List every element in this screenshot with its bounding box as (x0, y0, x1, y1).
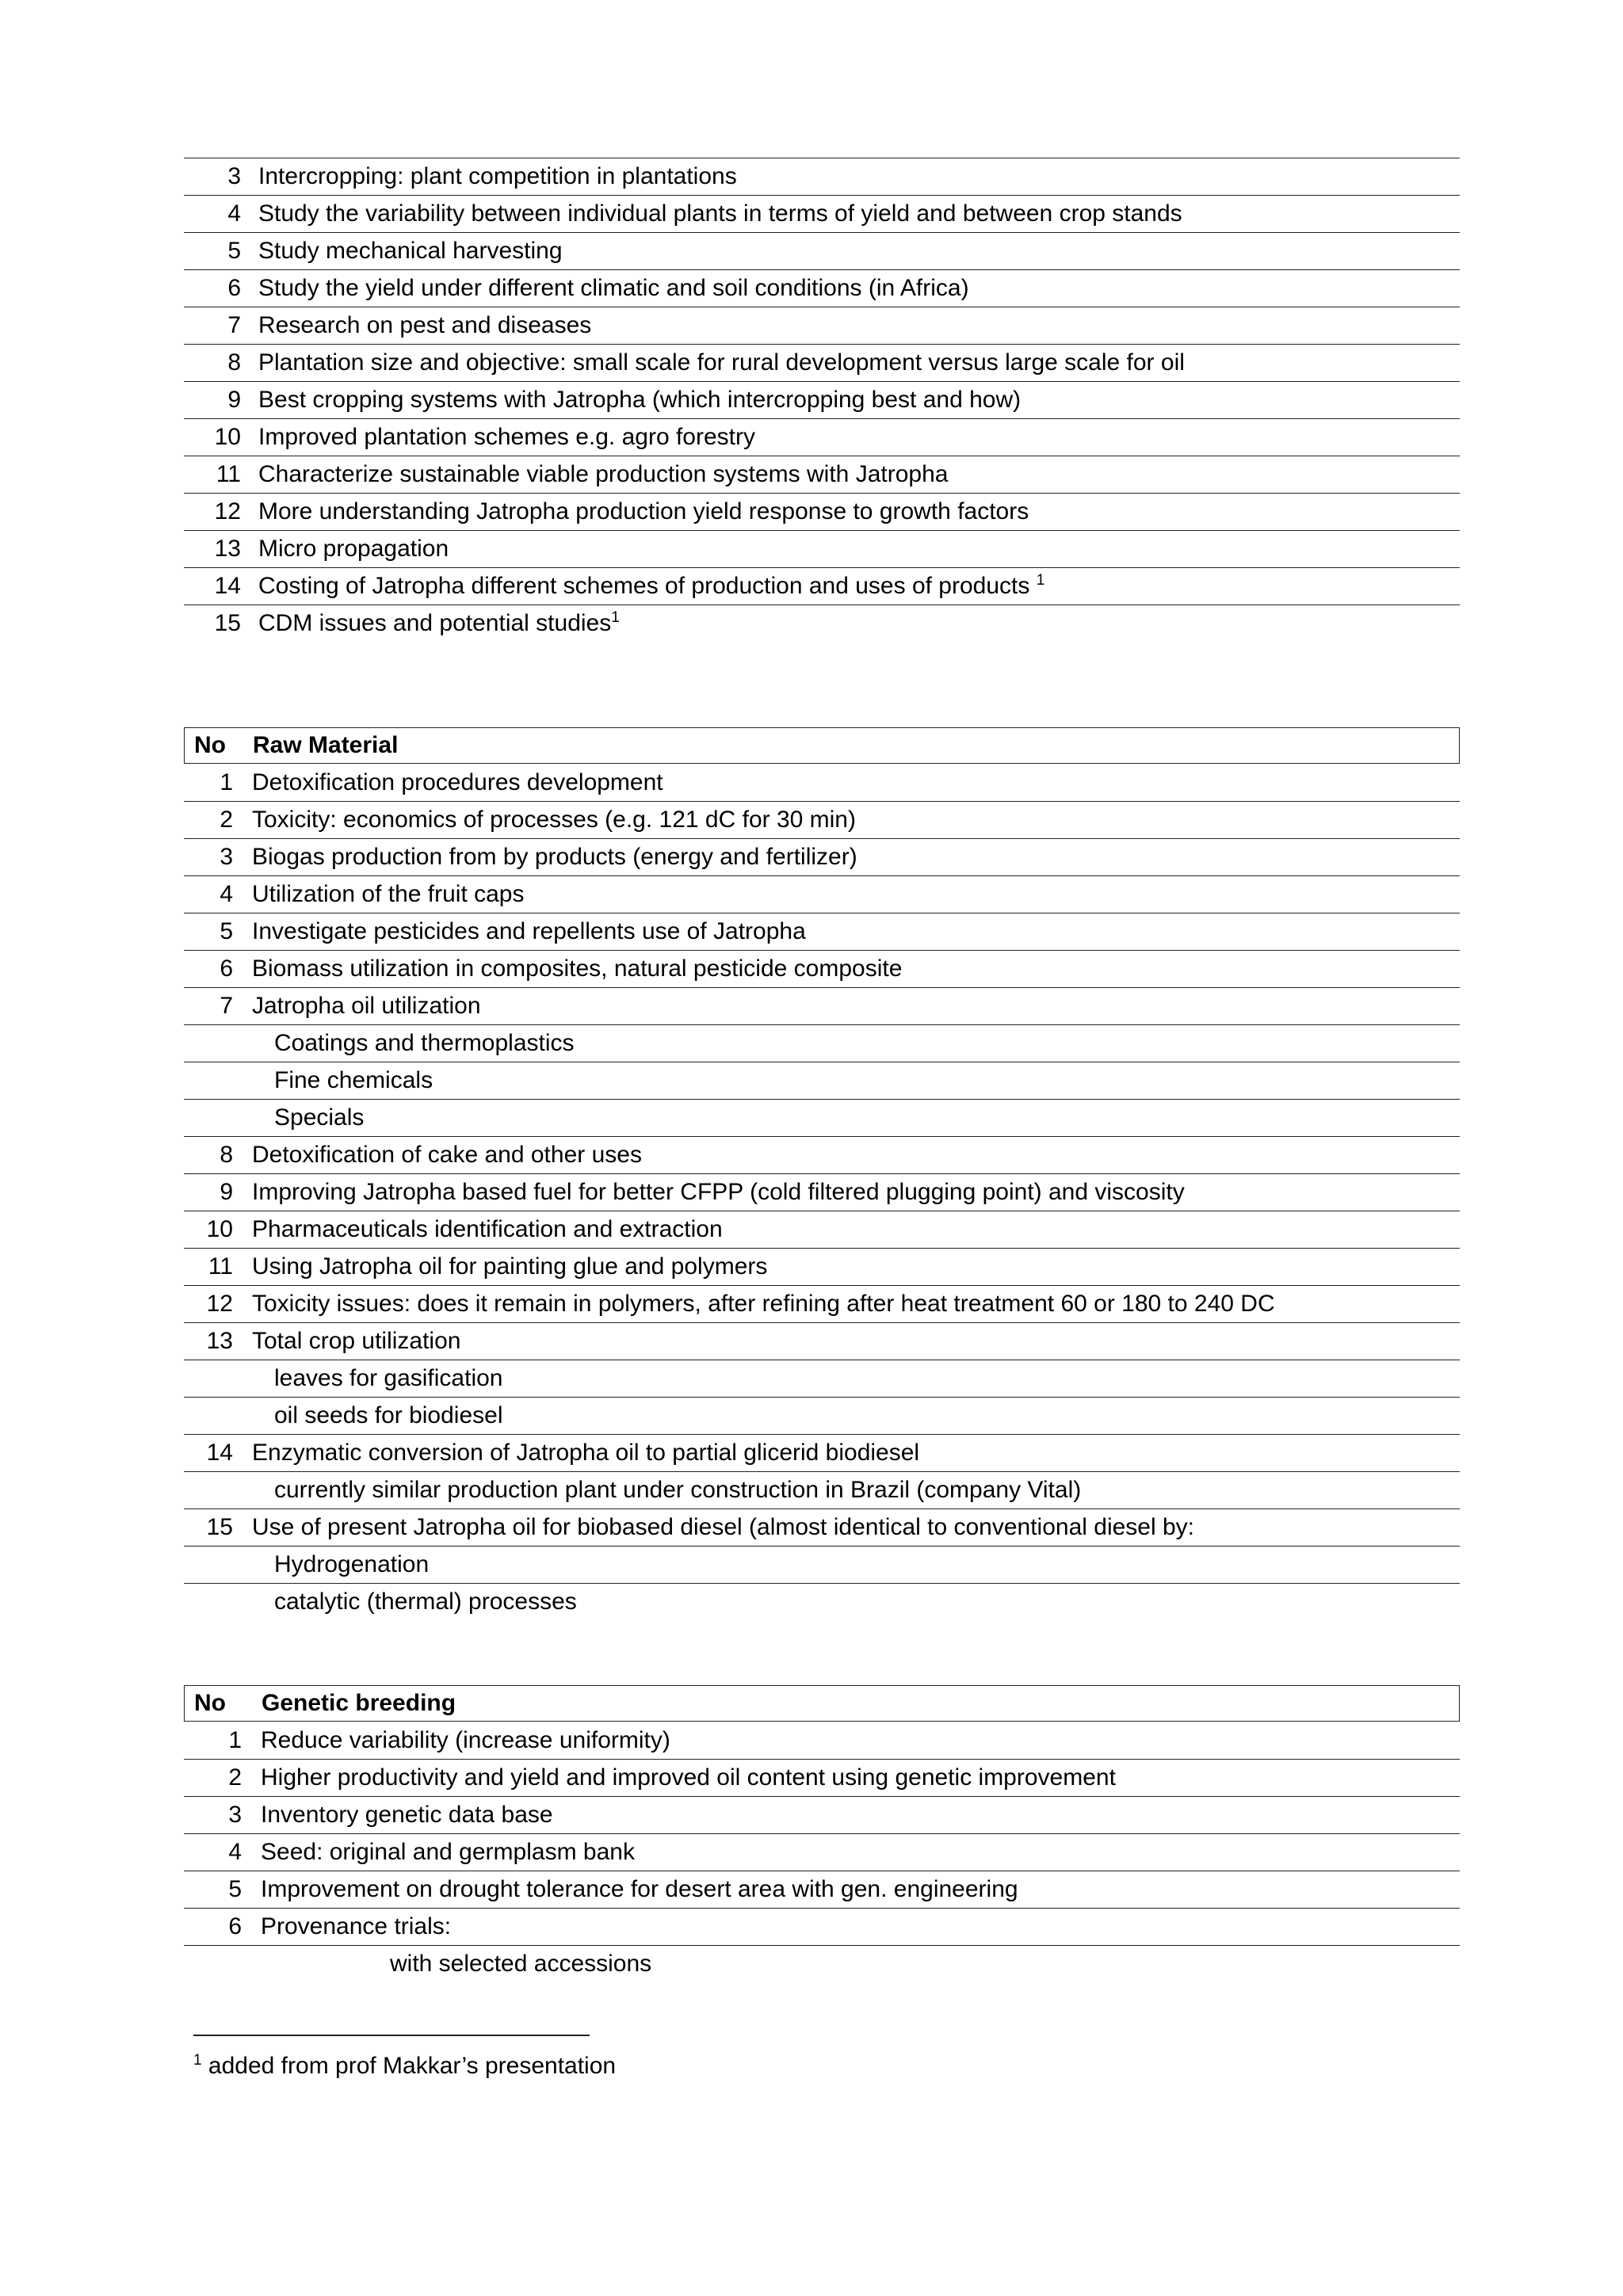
table-row (184, 1249, 1460, 1286)
row-text (252, 765, 663, 801)
row-number: 13 (214, 536, 241, 562)
header-title: Genetic breeding (262, 1690, 456, 1716)
row-text (258, 307, 591, 344)
row-text (252, 876, 525, 913)
table-row (184, 839, 1460, 876)
row-text-content: Fine chemicals (274, 1067, 433, 1093)
row-text-content: Coatings and thermoplastics (274, 1030, 575, 1056)
table-row (184, 494, 1460, 531)
row-text (274, 1472, 1081, 1508)
table-row (184, 913, 1460, 951)
table-row (184, 1760, 1460, 1797)
row-text-content: Improved plantation schemes e.g. agro forestry (258, 424, 755, 450)
row-text (258, 158, 737, 195)
row-text (258, 233, 563, 269)
footnote-ref: 1 (1036, 572, 1045, 589)
footnote-text: added from prof Makkar’s presentation (208, 2053, 617, 2079)
footnote-mark: 1 (193, 2052, 202, 2069)
row-text-content: Jatropha oil utilization (252, 993, 481, 1019)
row-text-content: Characterize sustainable viable production systems with Jatropha (258, 461, 949, 487)
table-row (184, 233, 1460, 270)
row-text (252, 913, 806, 950)
row-text (252, 1435, 919, 1471)
row-text-content: Specials (274, 1104, 365, 1131)
table-row (184, 1435, 1460, 1472)
table-row (184, 1025, 1460, 1062)
row-text-content: CDM issues and potential studies (258, 610, 612, 636)
row-number: 11 (216, 461, 241, 487)
row-text (261, 1760, 1116, 1796)
row-number: 14 (214, 573, 241, 599)
row-text-content: Research on pest and diseases (258, 312, 592, 338)
table-row (184, 1398, 1460, 1435)
row-number: 6 (228, 1913, 242, 1939)
row-number: 7 (220, 993, 233, 1019)
row-text-content: Detoxification of cake and other uses (252, 1142, 642, 1168)
row-text (274, 1547, 429, 1583)
row-text-content: Micro propagation (258, 536, 449, 562)
row-text (252, 1249, 767, 1285)
table-row (184, 531, 1460, 568)
table-row (184, 1946, 1460, 1982)
table-row (184, 382, 1460, 419)
row-text-content: Toxicity issues: does it remain in polymers, after refining after heat treatment 60 or 180 to 240 DC (252, 1291, 1275, 1317)
row-text (258, 531, 449, 567)
row-text (252, 802, 856, 838)
row-number: 12 (206, 1291, 233, 1317)
row-text (274, 1062, 433, 1099)
row-text-content: Best cropping systems with Jatropha (which intercropping best and how) (258, 387, 1022, 413)
row-text-content: Improvement on drought tolerance for desert area with gen. engineering (261, 1876, 1018, 1902)
row-number: 6 (227, 275, 241, 301)
row-text (390, 1946, 651, 1982)
row-text-content: leaves for gasification (274, 1365, 503, 1391)
table-row (184, 1286, 1460, 1323)
row-text (261, 1797, 553, 1833)
row-text (258, 605, 620, 642)
row-text (252, 1509, 1194, 1546)
row-text (252, 839, 857, 875)
row-number: 5 (227, 238, 241, 264)
table-row (184, 1834, 1460, 1871)
row-text-content: Biomass utilization in composites, natural pesticide composite (252, 955, 903, 982)
header-no: No (194, 732, 226, 758)
row-text (274, 1025, 575, 1062)
row-text-content: Reduce variability (increase uniformity) (261, 1727, 670, 1753)
row-text-content: Toxicity: economics of processes (e.g. 121 dC for 30 min) (252, 807, 856, 833)
table-row (184, 1323, 1460, 1360)
row-text-content: Higher productivity and yield and improved oil content using genetic improvement (261, 1764, 1116, 1791)
row-text-content: Utilization of the fruit caps (252, 881, 525, 907)
row-number: 15 (214, 610, 241, 636)
row-text-content: Study mechanical harvesting (258, 238, 563, 264)
row-text (261, 1722, 670, 1759)
footnote-separator (193, 2035, 590, 2036)
row-number: 1 (220, 769, 233, 795)
row-text (274, 1360, 503, 1397)
row-number: 12 (214, 498, 241, 524)
table-row (184, 1360, 1460, 1398)
row-text-content: Plantation size and objective: small scale for rural development versus large scale for oil (258, 349, 1185, 376)
row-text (252, 951, 902, 987)
table-row (184, 802, 1460, 839)
row-text-content: Biogas production from by products (energy and fertilizer) (252, 844, 857, 870)
genetic-breeding-header (184, 1685, 1460, 1722)
row-text-content: with selected accessions (390, 1951, 652, 1977)
row-number: 3 (228, 1802, 242, 1828)
row-number: 13 (206, 1328, 233, 1354)
table-row (184, 345, 1460, 382)
row-text (258, 494, 1029, 530)
table-row (184, 876, 1460, 913)
table-row (184, 1062, 1460, 1100)
row-text (252, 1286, 1275, 1322)
table-row (184, 1722, 1460, 1760)
table-row (184, 605, 1460, 642)
row-text (252, 1211, 723, 1248)
row-text-content: currently similar production plant under construction in Brazil (company Vital) (274, 1477, 1082, 1503)
row-text-content: Costing of Jatropha different schemes of production and uses of products (258, 573, 1037, 599)
row-number: 2 (228, 1764, 242, 1791)
footnote-ref: 1 (611, 609, 620, 626)
row-number: 8 (220, 1142, 233, 1168)
row-text-content: oil seeds for biodiesel (274, 1402, 503, 1428)
row-number: 5 (220, 918, 233, 944)
table-row (184, 1909, 1460, 1946)
row-number: 2 (220, 807, 233, 833)
header-no: No (194, 1690, 226, 1716)
row-number: 1 (228, 1727, 242, 1753)
row-number: 5 (228, 1876, 242, 1902)
row-number: 6 (220, 955, 233, 982)
row-text (274, 1100, 364, 1136)
table-row (184, 568, 1460, 605)
table-row (184, 1509, 1460, 1547)
row-number: 3 (220, 844, 233, 870)
table-row (184, 1100, 1460, 1137)
table-row (184, 270, 1460, 307)
row-text (274, 1584, 577, 1620)
row-number: 4 (227, 200, 241, 227)
row-text-content: Using Jatropha oil for painting glue and polymers (252, 1253, 768, 1280)
row-text (261, 1909, 451, 1945)
table-row (184, 1472, 1460, 1509)
row-text (258, 270, 969, 307)
table-row (184, 456, 1460, 494)
table-row (184, 1547, 1460, 1584)
row-text-content: catalytic (thermal) processes (274, 1589, 577, 1615)
row-text (258, 568, 1044, 605)
table-row (184, 196, 1460, 233)
row-text (258, 382, 1021, 418)
row-text (261, 1834, 635, 1871)
raw-material-table (184, 765, 1460, 1620)
table-row (184, 1174, 1460, 1211)
row-text-content: Seed: original and germplasm bank (261, 1839, 635, 1865)
row-text (274, 1398, 503, 1434)
row-text (258, 456, 948, 493)
row-text (252, 1137, 642, 1173)
row-text (252, 1174, 1185, 1211)
table-row (184, 419, 1460, 456)
table-row (184, 951, 1460, 988)
table-row (184, 765, 1460, 802)
row-text-content: Intercropping: plant competition in plantations (258, 163, 737, 189)
row-text (252, 988, 481, 1024)
row-text-content: Pharmaceuticals identification and extraction (252, 1216, 723, 1242)
table-row (184, 307, 1460, 345)
table-row (184, 1797, 1460, 1834)
row-text-content: Investigate pesticides and repellents use of Jatropha (252, 918, 806, 944)
row-number: 4 (228, 1839, 242, 1865)
row-text (258, 419, 755, 456)
row-number: 11 (208, 1253, 233, 1280)
table-row (184, 988, 1460, 1025)
header-title: Raw Material (253, 732, 399, 758)
row-text-content: Use of present Jatropha oil for biobased diesel (almost identical to conventional diesel by: (252, 1514, 1195, 1540)
row-text-content: Improving Jatropha based fuel for better CFPP (cold filtered plugging point) and viscosity (252, 1179, 1185, 1205)
row-text-content: Study the variability between individual plants in terms of yield and between crop stands (258, 200, 1182, 227)
row-text-content: Study the yield under different climatic and soil conditions (in Africa) (258, 275, 969, 301)
row-text-content: Inventory genetic data base (261, 1802, 553, 1828)
row-number: 8 (227, 349, 241, 376)
row-number: 3 (227, 163, 241, 189)
row-text-content: More understanding Jatropha production yield response to growth factors (258, 498, 1029, 524)
row-text-content: Hydrogenation (274, 1551, 430, 1577)
row-text (261, 1871, 1018, 1908)
row-number: 4 (220, 881, 233, 907)
row-number: 10 (206, 1216, 233, 1242)
row-number: 15 (206, 1514, 233, 1540)
row-number: 10 (214, 424, 241, 450)
row-number: 9 (227, 387, 241, 413)
footnote (193, 2050, 616, 2082)
row-text-content: Enzymatic conversion of Jatropha oil to partial glicerid biodiesel (252, 1440, 920, 1466)
table-row (184, 1137, 1460, 1174)
table-row (184, 1584, 1460, 1620)
table-row (184, 158, 1460, 196)
row-number: 9 (220, 1179, 233, 1205)
row-number: 14 (206, 1440, 233, 1466)
table-row (184, 1871, 1460, 1909)
genetic-breeding-table (184, 1722, 1460, 1982)
row-text (258, 345, 1185, 381)
row-number: 7 (227, 312, 241, 338)
row-text (252, 1323, 460, 1360)
row-text (258, 196, 1182, 232)
row-text-content: Detoxification procedures development (252, 769, 663, 795)
raw-material-header (184, 727, 1460, 764)
row-text-content: Provenance trials: (261, 1913, 452, 1939)
row-text-content: Total crop utilization (252, 1328, 461, 1354)
table-row (184, 1211, 1460, 1249)
cultivation-table (184, 158, 1460, 642)
